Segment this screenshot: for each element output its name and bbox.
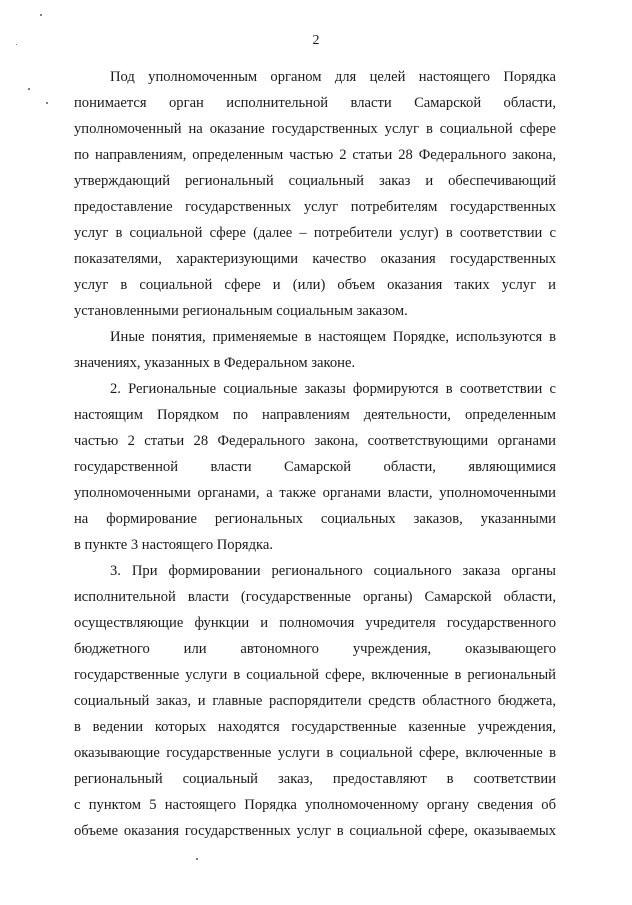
text-line: с пунктом 5 настоящего Порядка уполномоченному органу сведения об [74,797,556,813]
text-line: по направлениям, определенным частью 2 статьи 28 Федерального закона, [74,147,556,163]
document-body [74,64,556,844]
paragraph-item-2 [74,376,556,558]
scan-speck [196,858,198,860]
text-line: социальный заказ, и главные распорядители средств областного бюджета, [74,693,556,709]
text-line: государственной власти Самарской области, являющимися [74,459,556,475]
text-line: 3. При формировании регионального социального заказа органы [110,563,556,579]
text-line: услуг в социальной сфере и (или) объем оказания таких услуг и [74,277,556,293]
text-line: осуществляющие функции и полномочия учредителя государственного [74,615,556,631]
text-line: услуг в социальной сфере (далее – потребители услуг) в соответствии с [74,225,556,241]
scan-speck [46,102,48,104]
text-line: на формирование региональных социальных заказов, указанными [74,511,556,527]
page-number: 2 [312,33,320,48]
text-line: утверждающий региональный социальный заказ и обеспечивающий [74,173,556,189]
text-line: бюджетного или автономного учреждения, оказывающего [74,641,556,657]
paragraph-other-terms [74,324,556,376]
text-line: 2. Региональные социальные заказы формируются в соответствии с [110,381,556,397]
text-line: Под уполномоченным органом для целей настоящего Порядка [110,69,556,85]
scan-speck [28,88,30,90]
text-line: в пункте 3 настоящего Порядка. [74,537,274,553]
text-line: частью 2 статьи 28 Федерального закона, соответствующими органами [74,433,556,449]
text-line: настоящим Порядком по направлениям деятельности, определенным [74,407,556,423]
text-line: оказывающие государственные услуги в социальной сфере, включенные в [74,745,556,761]
text-line: значениях, указанных в Федеральном законе. [74,355,356,371]
text-line: понимается орган исполнительной власти Самарской области, [74,95,556,111]
text-line: объеме оказания государственных услуг в социальной сфере, оказываемых [74,823,556,839]
text-line: Иные понятия, применяемые в настоящем Порядке, используются в [110,329,556,345]
paragraph-authorized-body [74,64,556,324]
text-line: уполномоченный на оказание государственных услуг в социальной сфере [74,121,556,137]
paragraph-item-3 [74,558,556,844]
text-line: в ведении которых находятся государственные казенные учреждения, [74,719,556,735]
text-line: показателями, характеризующими качество оказания государственных [74,251,556,267]
text-line: региональный социальный заказ, предоставляют в соответствии [74,771,556,787]
scan-speck [40,14,42,16]
text-line: уполномоченными органами, а также органами власти, уполномоченными [74,485,556,501]
text-line: установленными региональным социальным заказом. [74,303,408,319]
text-line: исполнительной власти (государственные органы) Самарской области, [74,589,556,605]
text-line: предоставление государственных услуг потребителям государственных [74,199,556,215]
text-line: государственные услуги в социальной сфере, включенные в региональный [74,667,556,683]
